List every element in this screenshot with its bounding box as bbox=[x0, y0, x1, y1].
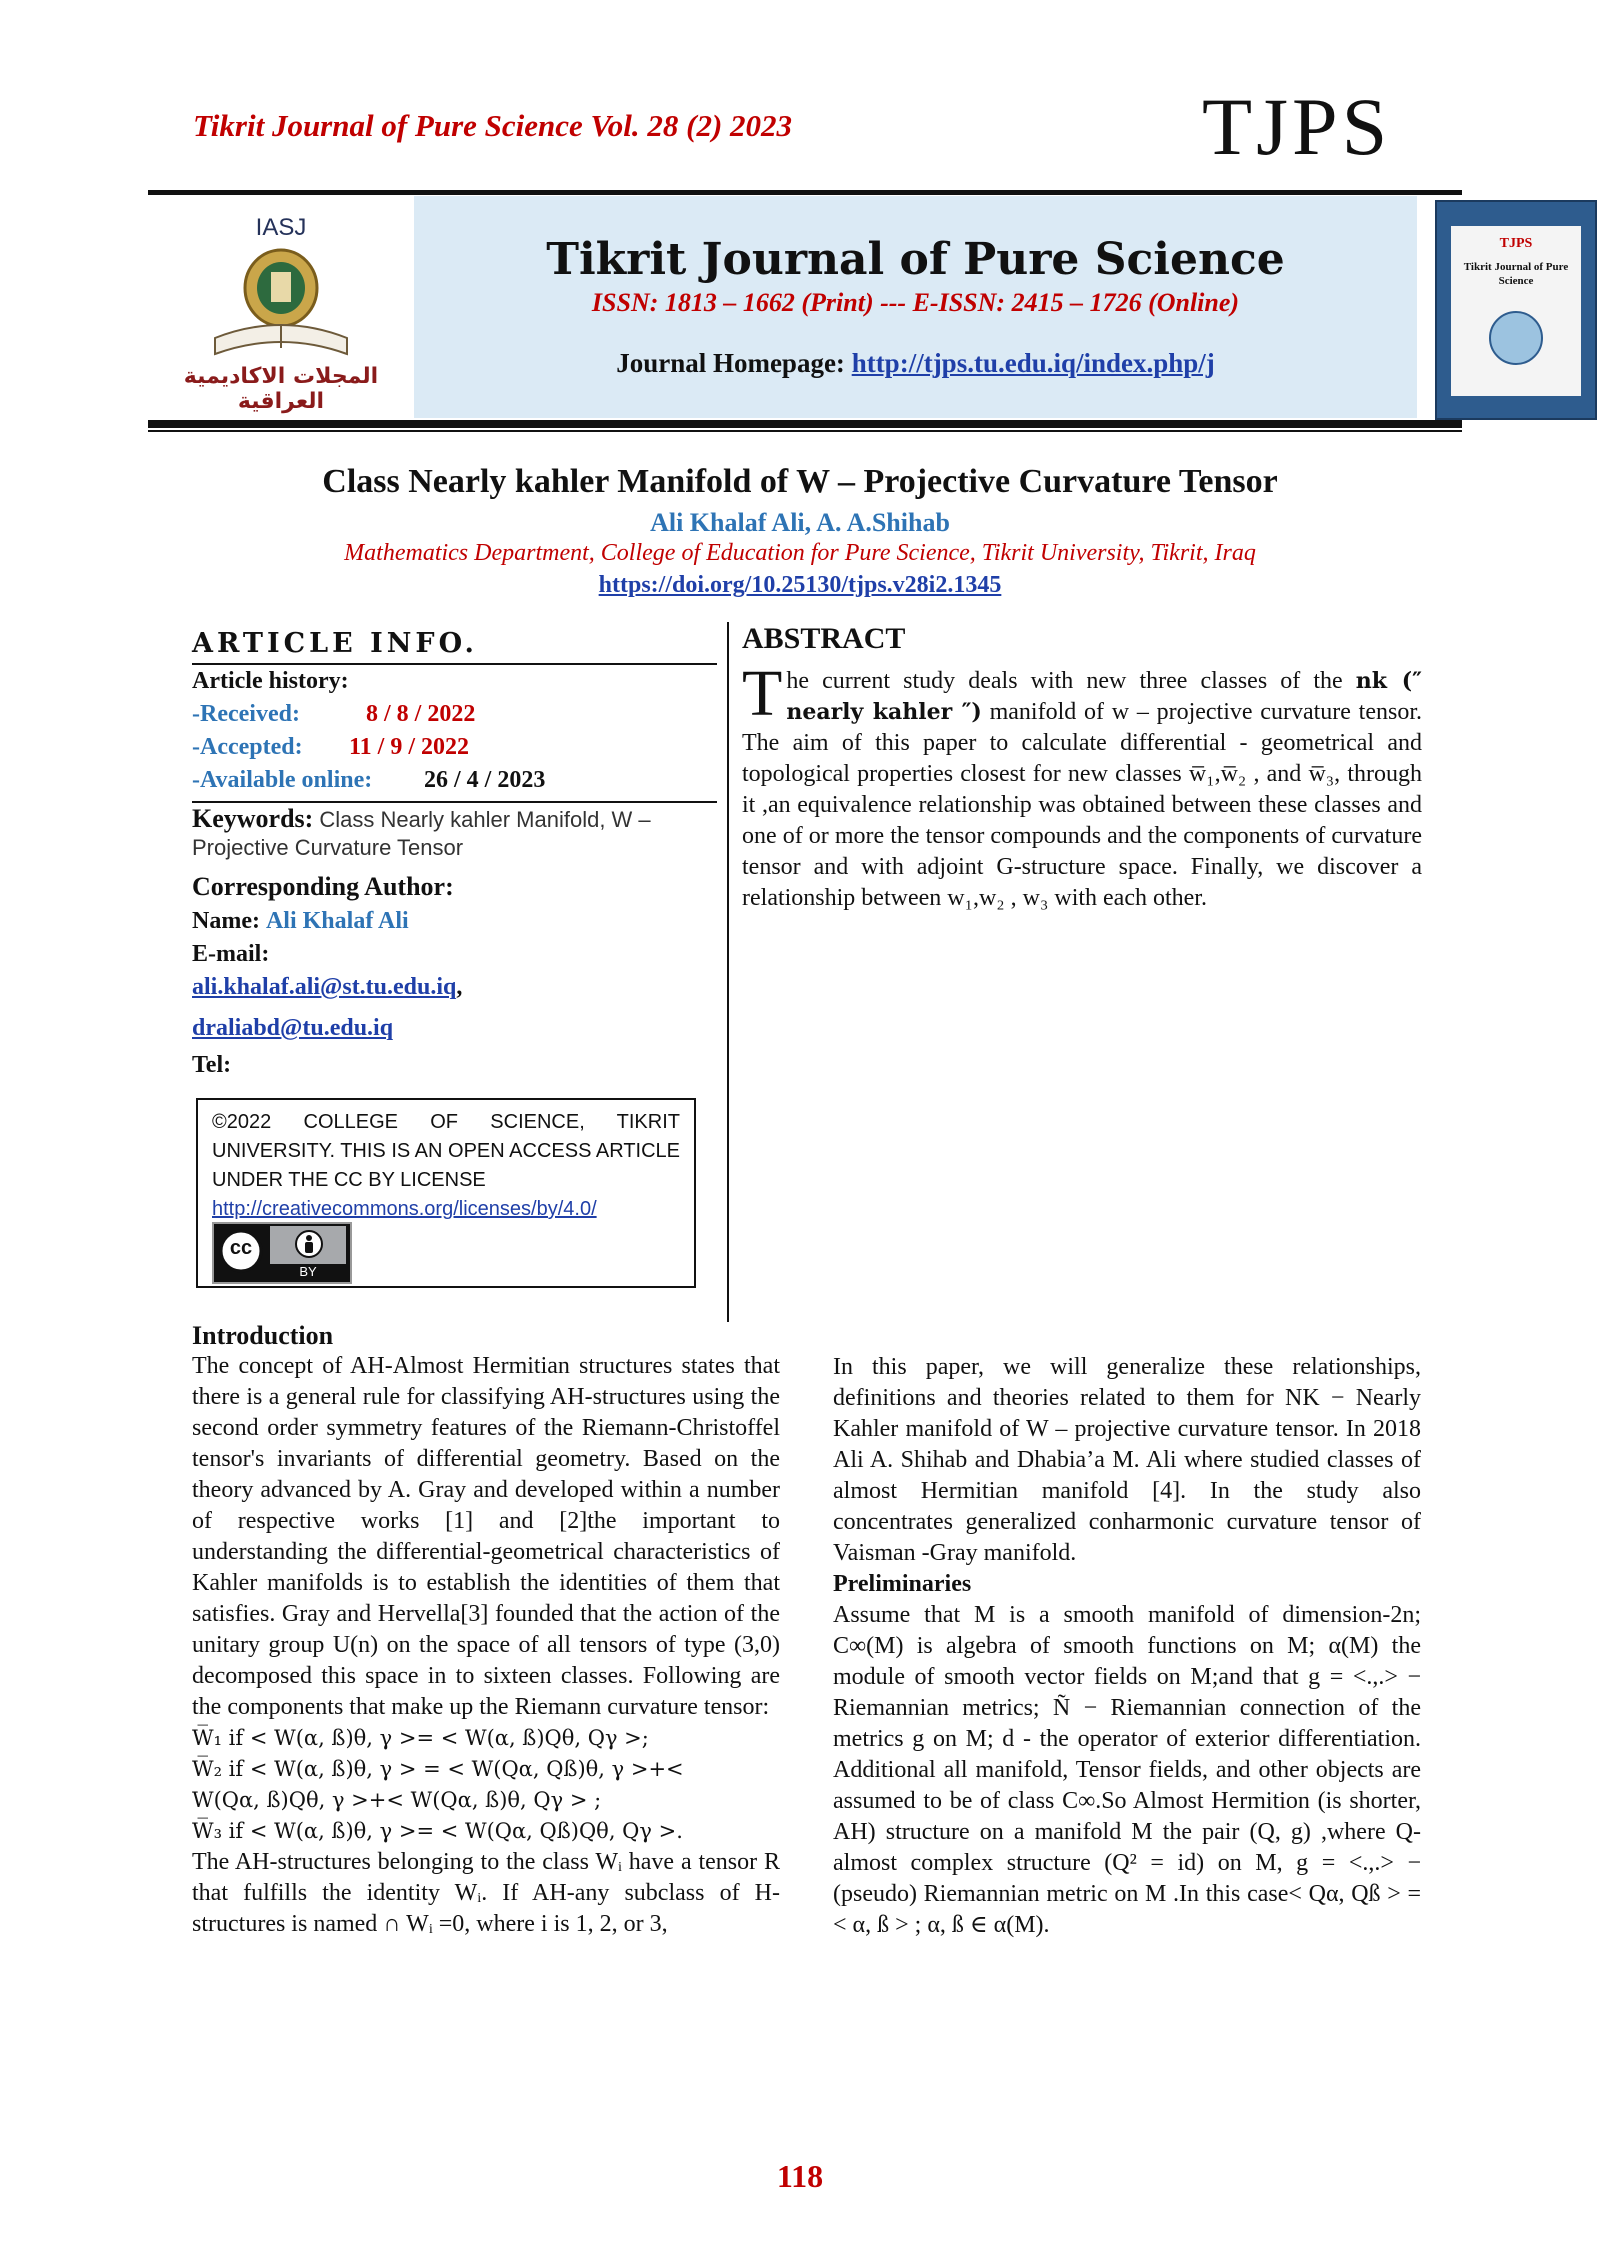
keywords-value: Class Nearly kahler Manifold, W – Projective Curvature Tensor bbox=[192, 807, 651, 860]
right-text-column bbox=[833, 1352, 1421, 1941]
cc-by-badge[interactable] bbox=[212, 1222, 352, 1284]
iasj-logo-label: IASJ bbox=[255, 214, 307, 241]
paper-affiliation: Mathematics Department, College of Education for Pure Science, Tikrit University, Tikrit, Iraq bbox=[344, 540, 1256, 566]
online-row bbox=[192, 764, 717, 797]
equation-w2-line1: W̅₂ if < W(α, ß)θ, γ > = < W(Qα, Qß)θ, γ >+< bbox=[192, 1757, 684, 1781]
license-text: ©2022 COLLEGE OF SCIENCE, TIKRIT UNIVERSITY. THIS IS AN OPEN ACCESS ARTICLE UNDER THE CC BY LICENSE bbox=[212, 1111, 680, 1191]
email-link-1[interactable]: ali.khalaf.ali@st.tu.edu.iq bbox=[192, 974, 457, 1000]
author-name-row bbox=[192, 905, 717, 938]
cover-title: Tikrit Journal of Pure Science bbox=[1463, 261, 1569, 287]
homepage-link[interactable]: http://tjps.tu.edu.iq/index.php/j bbox=[851, 348, 1215, 378]
tel-label: Tel: bbox=[192, 1052, 232, 1078]
online-date: 26 / 4 / 2023 bbox=[424, 767, 546, 793]
doi-link[interactable]: https://doi.org/10.25130/tjps.v28i2.1345 bbox=[598, 572, 1002, 598]
abstract-nk-term: nk (″ nearly kahler ″) bbox=[786, 668, 1422, 725]
equation-w2-line2: W(Qα, ß)Qθ, γ >+< W(Qα, ß)θ, Qγ > ; bbox=[192, 1788, 602, 1812]
license-link[interactable]: http://creativecommons.org/licenses/by/4.0/ bbox=[212, 1198, 597, 1220]
abstract-section bbox=[742, 622, 1422, 914]
accepted-label: -Accepted: bbox=[192, 734, 303, 760]
cover-mark: TJPS bbox=[1499, 236, 1533, 251]
corresponding-author-label: Corresponding Author: bbox=[192, 872, 454, 901]
abstract-text-2: manifold of w – projective curvature tensor. The aim of this paper to calculate differential - geometrical and topological properties closest for new classes w̅₁,w̅₂ , and w̅₃, through it ,an equivalence relationship was obtained between these classes and one of or more the tensor compounds and the components of curvature tensor and with adjoint G-structure space. Finally, we discover a relationship between w₁,w₂ , w₃ with each other. bbox=[742, 699, 1422, 911]
cover-page bbox=[1451, 226, 1581, 396]
journal-cover-thumbnail bbox=[1435, 200, 1597, 420]
introduction-paragraph: The concept of AH-Almost Hermitian structures states that there is a general rule for classifying AH-structures using the second order symmetry features of the Riemann-Christoffel tensor's invariants of differential geometry. Based on the theory advanced by A. Gray and developed within a number of respective works [1] and [2]the important to understanding the differential-geometrical characteristics of Kahler manifolds is to establish the identities of them that satisfies. Gray and Hervella[3] founded that the action of the unitary group U(n) on the space of all tensors of type (3,0) decomposed this space in to sixteen classes. Following are the components that make up the Riemann curvature tensor: bbox=[192, 1353, 780, 1720]
banner-rule-thin bbox=[148, 430, 1462, 432]
name-label: Name: bbox=[192, 908, 260, 934]
introduction-heading: Introduction bbox=[192, 1321, 334, 1350]
by-label: BY bbox=[299, 1264, 317, 1279]
abstract-text-1: he current study deals with new three classes of the bbox=[786, 668, 1356, 694]
article-history-label: Article history: bbox=[192, 668, 349, 694]
equation-w3: W̅₃ if < W(α, ß)θ, γ >= < W(Qα, Qß)Qθ, Qγ >. bbox=[192, 1819, 683, 1843]
received-row bbox=[192, 698, 717, 731]
abstract-dropcap: T bbox=[742, 657, 783, 730]
book-emblem-icon bbox=[211, 242, 351, 360]
article-info-heading: ARTICLE INFO. bbox=[192, 628, 478, 659]
banner-issn: ISSN: 1813 – 1662 (Print) --- E-ISSN: 2415 – 1726 (Online) bbox=[591, 288, 1240, 317]
by-badge-panel bbox=[270, 1226, 346, 1264]
preliminaries-paragraph: Assume that M is a smooth manifold of dimension-2n; C∞(M) is algebra of smooth functions on M; α(M) the module of smooth vector fields on M;and that g = <.,.> − Riemannian metrics; Ñ − Riemannian connection of the metrics g on M; d - the operator of exterior differentiation. Additional all manifold, Tensor fields, and other objects are assumed to be of class C∞.So Almost Hermition (is shorter, AH) structure on a manifold M the pair (Q, g) ,where Q-almost complex structure (Q² = id) on M, g = <.,.> −(pseudo) Riemannian metric on M .In this case< Qα, Qß > = < α, ß > ; α, ß ∈ α(M). bbox=[833, 1602, 1421, 1938]
right-paragraph-1: In this paper, we will generalize these relationships, definitions and theories related to them for NK − Nearly Kahler manifold of W – projective curvature tensor. In 2018 Ali A. Shihab and Dhabia’a M. Ali where studied classes of almost Hermitian manifold [4]. In the study also concentrates generalized conharmonic curvature tensor of Vaisman -Gray manifold. bbox=[833, 1354, 1421, 1566]
banner-journal-title: Tikrit Journal of Pure Science bbox=[546, 234, 1285, 285]
homepage-label: Journal Homepage: bbox=[616, 348, 852, 378]
iasj-arabic-label: المجلات الاكاديمية العراقية bbox=[183, 364, 379, 414]
cc-badge-label: cc bbox=[229, 1237, 253, 1259]
header-rule bbox=[148, 190, 1462, 195]
keywords-block bbox=[192, 805, 717, 862]
email-row-2 bbox=[192, 1012, 717, 1045]
email-row-1: ali.khalaf.ali@st.tu.edu.iq, bbox=[192, 974, 463, 1000]
received-label: -Received: bbox=[192, 701, 300, 727]
preliminaries-heading: Preliminaries bbox=[833, 1571, 972, 1597]
accepted-date: 11 / 9 / 2022 bbox=[349, 734, 470, 760]
iasj-logo bbox=[156, 214, 406, 414]
journal-banner bbox=[148, 196, 1569, 422]
journal-header-line: Tikrit Journal of Pure Science Vol. 28 (2) 2023 bbox=[193, 108, 793, 143]
online-label: -Available online: bbox=[192, 767, 373, 793]
banner-center-panel bbox=[414, 196, 1417, 418]
accepted-row bbox=[192, 731, 717, 764]
banner-homepage bbox=[414, 348, 1417, 379]
cover-emblem-icon bbox=[1486, 308, 1546, 368]
email-label: E-mail: bbox=[192, 941, 270, 967]
equation-w1: W̅₁ if < W(α, ß)θ, γ >= < W(α, ß)Qθ, Qγ >; bbox=[192, 1726, 649, 1750]
history-rule bbox=[192, 801, 717, 803]
paper-title: Class Nearly kahler Manifold of W – Projective Curvature Tensor bbox=[322, 463, 1278, 500]
introduction-paragraph-2: The AH-structures belonging to the class Wᵢ have a tensor R that fulfills the identity Wᵢ. If AH-any subclass of H-structures is named ∩ Wᵢ =0, where i is 1, 2, or 3, bbox=[192, 1849, 780, 1937]
journal-mark: TJPS bbox=[1202, 81, 1392, 172]
page-number: 118 bbox=[776, 2158, 824, 2194]
introduction-column bbox=[192, 1320, 780, 1940]
column-divider bbox=[727, 622, 729, 1322]
abstract-heading: ABSTRACT bbox=[742, 622, 906, 655]
abstract-body bbox=[742, 657, 1422, 914]
author-name: Ali Khalaf Ali bbox=[265, 908, 409, 934]
keywords-label: Keywords: bbox=[192, 804, 314, 833]
received-date: 8 / 8 / 2022 bbox=[366, 701, 476, 727]
person-icon bbox=[294, 1229, 324, 1259]
banner-rule-thick bbox=[148, 420, 1462, 428]
article-info-panel bbox=[192, 628, 717, 1082]
license-box bbox=[196, 1098, 696, 1288]
license-text-block bbox=[212, 1108, 680, 1224]
paper-authors: Ali Khalaf Ali, A. A.Shihab bbox=[650, 508, 950, 537]
email-link-2[interactable]: draliabd@tu.edu.iq bbox=[192, 1015, 394, 1041]
